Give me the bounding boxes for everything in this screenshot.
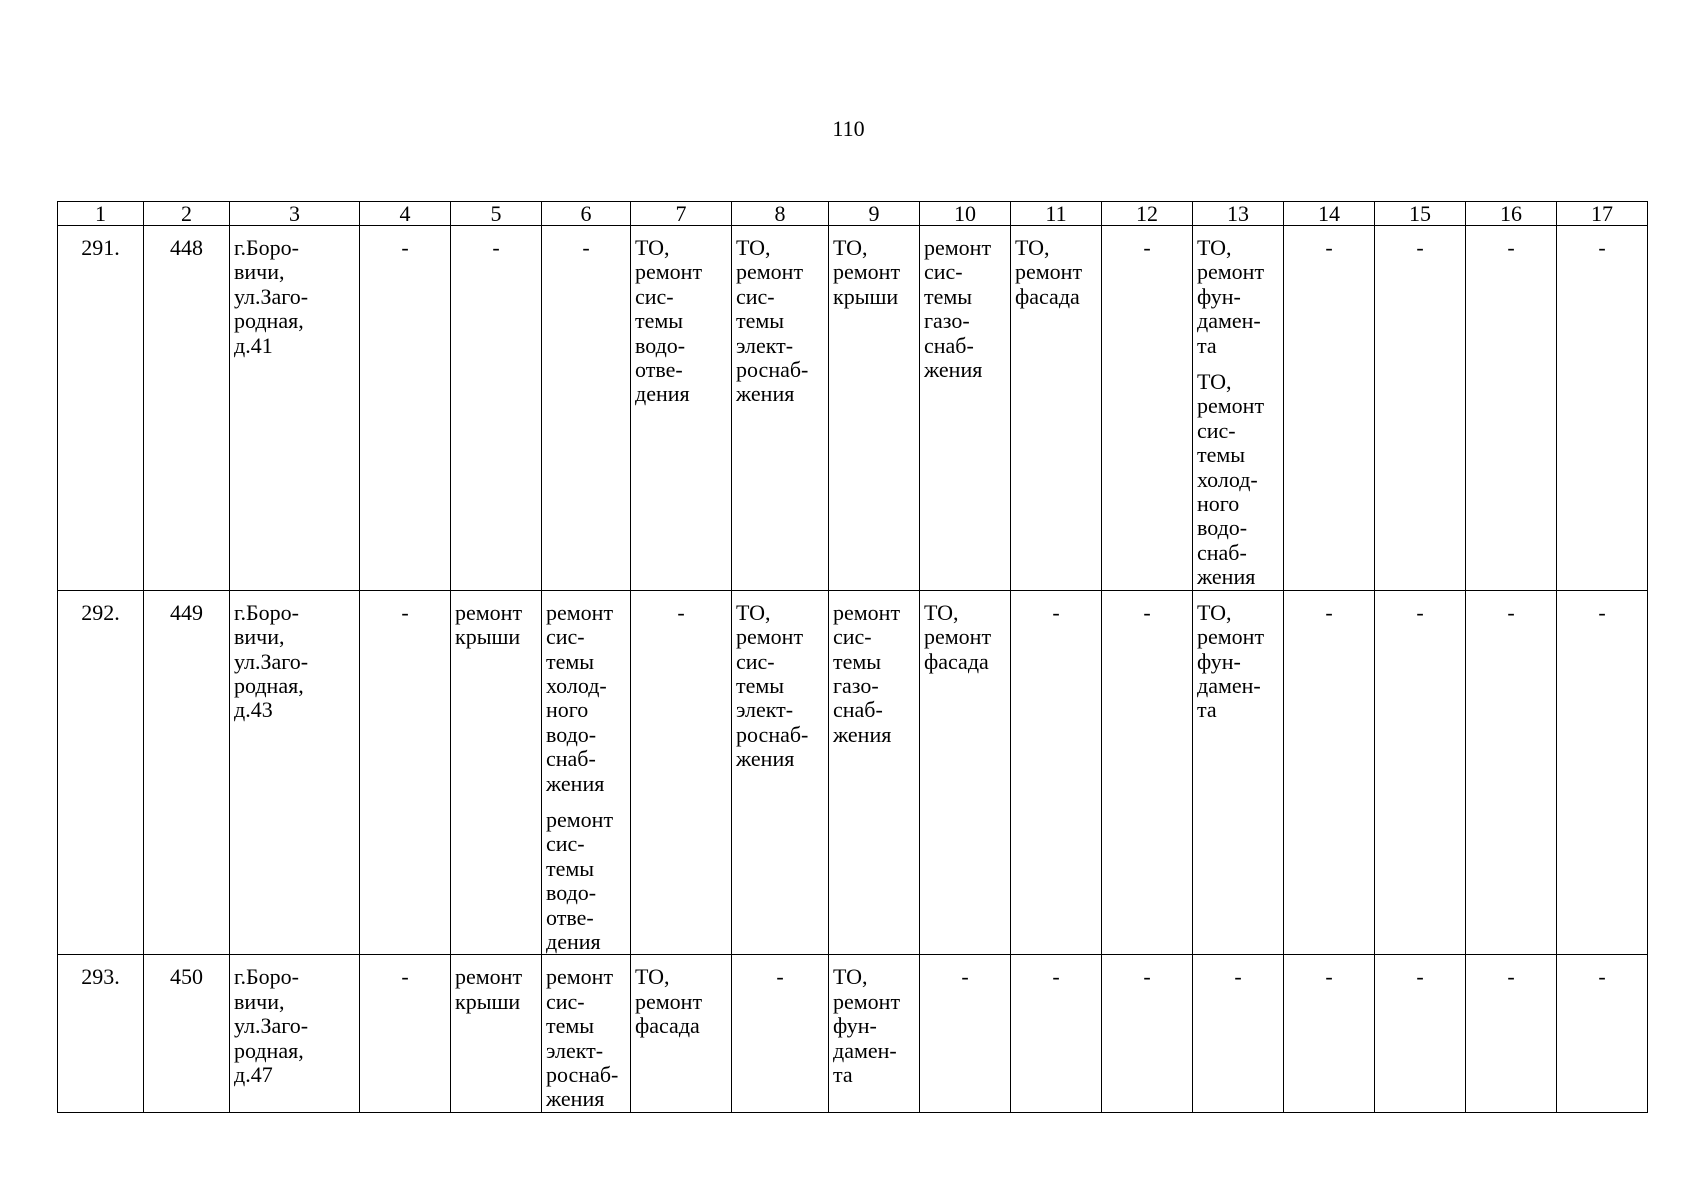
cell-entry: ТО, ремонт фун- дамен- та [833, 964, 901, 1087]
column-number-5: 5 [451, 202, 542, 226]
table-cell-col-17 [1557, 226, 1648, 591]
cell-entry: - [776, 964, 784, 990]
table-cell-col-16 [1466, 955, 1557, 1112]
table-cell-col-9 [829, 955, 920, 1112]
cell-entry: ТО, ремонт фасада [635, 964, 703, 1039]
table-cell-col-15 [1375, 590, 1466, 955]
column-number-14: 14 [1284, 202, 1375, 226]
column-number-12: 12 [1102, 202, 1193, 226]
table-cell-col-8 [732, 226, 829, 591]
cell-entry: ремонт крыши [455, 599, 523, 650]
cell-entry: - [1325, 964, 1333, 990]
table-cell-col-1 [58, 955, 144, 1112]
table-cell-col-16 [1466, 226, 1557, 591]
column-number-7: 7 [631, 202, 732, 226]
table-cell-col-13 [1193, 226, 1284, 591]
table-cell-col-5 [451, 226, 542, 591]
table-cell-col-7 [631, 226, 732, 591]
cell-entry: 292. [81, 599, 120, 625]
cell-entry: ТО, ремонт фун- дамен- та [1197, 599, 1265, 723]
table-row [58, 226, 1648, 591]
table-cell-col-11 [1011, 955, 1102, 1112]
column-number-11: 11 [1011, 202, 1102, 226]
table-cell-col-11 [1011, 590, 1102, 955]
cell-entry: - [1507, 599, 1515, 625]
table-cell-col-15 [1375, 226, 1466, 591]
cell-entry: - [677, 599, 685, 625]
cell-entry: г.Боро- вичи, ул.Заго- родная, д.47 [234, 964, 309, 1087]
cell-entry: - [492, 235, 500, 260]
column-number-8: 8 [732, 202, 829, 226]
table-cell-col-9 [829, 590, 920, 955]
column-number-row [58, 202, 1648, 226]
cell-entry: - [1325, 235, 1333, 260]
column-number-15: 15 [1375, 202, 1466, 226]
cell-entry: - [1507, 235, 1515, 260]
cell-entry: - [1143, 964, 1151, 990]
table-cell-col-2 [144, 226, 230, 591]
table-cell-col-6 [542, 226, 631, 591]
table-cell-col-3 [230, 955, 360, 1112]
cell-entry: - [1598, 235, 1606, 260]
table-cell-col-10 [920, 590, 1011, 955]
table-cell-col-7 [631, 955, 732, 1112]
table-cell-col-2 [144, 955, 230, 1112]
cell-entry: ТО, ремонт фасада [924, 599, 992, 674]
table-cell-col-16 [1466, 590, 1557, 955]
column-number-4: 4 [360, 202, 451, 226]
table-cell-col-14 [1284, 226, 1375, 591]
column-number-10: 10 [920, 202, 1011, 226]
cell-entry: - [401, 235, 409, 260]
cell-entry: г.Боро- вичи, ул.Заго- родная, д.41 [234, 235, 309, 358]
column-number-2: 2 [144, 202, 230, 226]
cell-entry: - [401, 599, 409, 625]
cell-entry: ремонт сис- темы газо- снаб- жения [833, 599, 901, 747]
cell-entry: ТО, ремонт сис- темы водо- отве- дения [635, 235, 703, 407]
table-cell-col-15 [1375, 955, 1466, 1112]
cell-entry: ТО, ремонт сис- темы элект- роснаб- жения [736, 235, 809, 407]
cell-entry: ТО, ремонт крыши [833, 235, 901, 309]
cell-entry: - [1416, 964, 1424, 990]
table-cell-col-4 [360, 955, 451, 1112]
cell-entry: - [961, 964, 969, 990]
cell-entry: - [1416, 235, 1424, 260]
cell-entry: ремонт сис- темы элект- роснаб- жения [546, 964, 619, 1112]
cell-entry: ремонт крыши [455, 964, 523, 1014]
table-cell-col-13 [1193, 590, 1284, 955]
column-number-3: 3 [230, 202, 360, 226]
cell-entry: ТО, ремонт фун- дамен- та [1197, 235, 1265, 358]
repair-schedule-table [57, 201, 1648, 1113]
table-cell-col-5 [451, 590, 542, 955]
table-cell-col-10 [920, 226, 1011, 591]
table-cell-col-6 [542, 955, 631, 1112]
table-cell-col-7 [631, 590, 732, 955]
table-cell-col-2 [144, 590, 230, 955]
table-cell-col-6 [542, 590, 631, 955]
cell-entry: - [1507, 964, 1515, 990]
cell-entry: - [1052, 964, 1060, 990]
table-cell-col-10 [920, 955, 1011, 1112]
table-cell-col-8 [732, 955, 829, 1112]
table-cell-col-12 [1102, 226, 1193, 591]
cell-entry: 293. [81, 964, 120, 990]
table-cell-col-5 [451, 955, 542, 1112]
table-cell-col-12 [1102, 955, 1193, 1112]
table-cell-col-12 [1102, 590, 1193, 955]
column-number-17: 17 [1557, 202, 1648, 226]
cell-entry: 450 [170, 964, 203, 990]
cell-entry: - [1052, 599, 1060, 625]
table-cell-col-11 [1011, 226, 1102, 591]
table-cell-col-14 [1284, 955, 1375, 1112]
page-number: 110 [832, 116, 865, 141]
cell-entry: ТО, ремонт сис- темы элект- роснаб- жения [736, 599, 809, 772]
table-cell-col-13 [1193, 955, 1284, 1112]
table-cell-col-4 [360, 226, 451, 591]
column-number-1: 1 [58, 202, 144, 226]
table-cell-col-9 [829, 226, 920, 591]
cell-entry: 448 [170, 235, 203, 260]
cell-entry: - [1325, 599, 1333, 625]
column-number-13: 13 [1193, 202, 1284, 226]
table-cell-col-17 [1557, 590, 1648, 955]
cell-entry: - [1416, 599, 1424, 625]
column-number-9: 9 [829, 202, 920, 226]
table-cell-col-17 [1557, 955, 1648, 1112]
table-cell-col-3 [230, 590, 360, 955]
table-row [58, 955, 1648, 1112]
cell-entry: - [1234, 964, 1242, 990]
cell-entry: - [582, 235, 590, 260]
column-number-16: 16 [1466, 202, 1557, 226]
table-cell-col-1 [58, 226, 144, 591]
cell-entry: ремонт сис- темы холод- ного водо- снаб- жения [546, 599, 614, 796]
column-number-6: 6 [542, 202, 631, 226]
cell-entry: ТО, ремонт фасада [1015, 235, 1083, 309]
table-cell-col-4 [360, 590, 451, 955]
cell-entry: г.Боро- вичи, ул.Заго- родная, д.43 [234, 599, 309, 723]
table-cell-col-14 [1284, 590, 1375, 955]
cell-entry: - [1143, 235, 1151, 260]
cell-entry: - [1143, 599, 1151, 625]
cell-entry: ремонт сис- темы газо- снаб- жения [924, 235, 992, 383]
cell-entry: - [1598, 599, 1606, 625]
cell-entry: - [401, 964, 409, 990]
table-cell-col-1 [58, 590, 144, 955]
cell-entry: 291. [81, 235, 120, 260]
cell-entry: 449 [170, 599, 203, 625]
cell-entry: - [1598, 964, 1606, 990]
table-cell-col-3 [230, 226, 360, 591]
table-row [58, 590, 1648, 955]
cell-entry: ТО, ремонт сис- темы холод- ного водо- снаб- жения [1197, 369, 1265, 590]
cell-entry: ремонт сис- темы водо- отве- дения [546, 806, 614, 954]
table-cell-col-8 [732, 590, 829, 955]
